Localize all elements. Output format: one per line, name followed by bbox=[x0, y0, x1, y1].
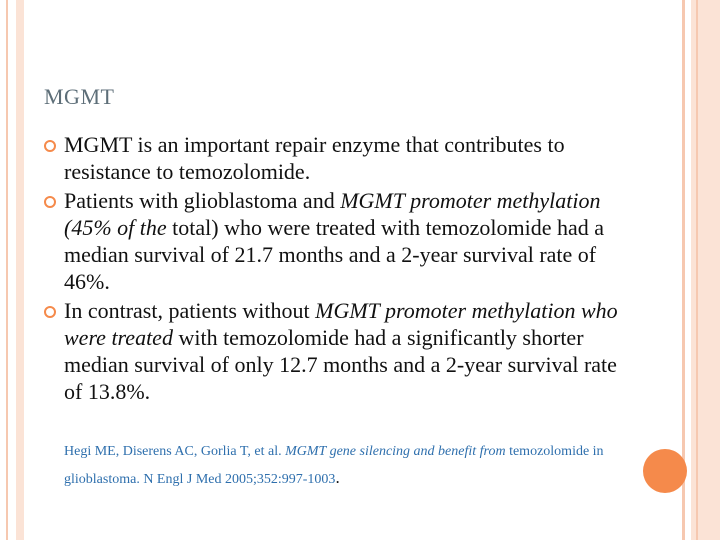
frame-right-inner-line bbox=[696, 0, 698, 540]
citation-source: temozolomide in glioblastoma. N Engl J Med 2005;352:997-1003 bbox=[64, 444, 604, 487]
bullet-text: In contrast, patients without bbox=[64, 298, 316, 323]
bullet-item-1 bbox=[44, 131, 634, 185]
bullet-text: MGMT is an important repair enzyme that contributes to resistance to temozolomide. bbox=[64, 132, 565, 184]
frame-left-outer-line bbox=[6, 0, 8, 540]
bullet-text: with temozolomide had a significantly shorter median survival of only 12.7 months and a 2-year survival rate of 13.8%. bbox=[64, 325, 617, 404]
slide-title: MGMT bbox=[44, 84, 115, 109]
citation-article-title: MGMT gene silencing and benefit from bbox=[285, 444, 506, 459]
bullet-text: Patients with glioblastoma and bbox=[64, 188, 341, 213]
decorative-circle bbox=[643, 449, 687, 493]
bullet-ring-icon bbox=[44, 306, 56, 318]
citation-period: . bbox=[335, 468, 340, 487]
bullet-ring-icon bbox=[44, 196, 56, 208]
citation bbox=[64, 439, 634, 493]
frame-left-inner-band bbox=[16, 0, 24, 540]
bullet-list bbox=[44, 131, 634, 405]
bullet-text: total) who were treated with temozolomide had a median survival of 21.7 months and a 2-year survival rate of 46%. bbox=[64, 215, 605, 294]
bullet-text-italic: MGMT promoter methylation (45% of the bbox=[64, 188, 601, 240]
bullet-text-italic: MGMT promoter methylation who were treated bbox=[64, 298, 618, 350]
citation-authors: Hegi ME, Diserens AC, Gorlia T, et al. bbox=[64, 444, 286, 459]
bullet-item-2 bbox=[44, 187, 634, 295]
bullet-item-3 bbox=[44, 297, 634, 405]
bullet-ring-icon bbox=[44, 140, 56, 152]
